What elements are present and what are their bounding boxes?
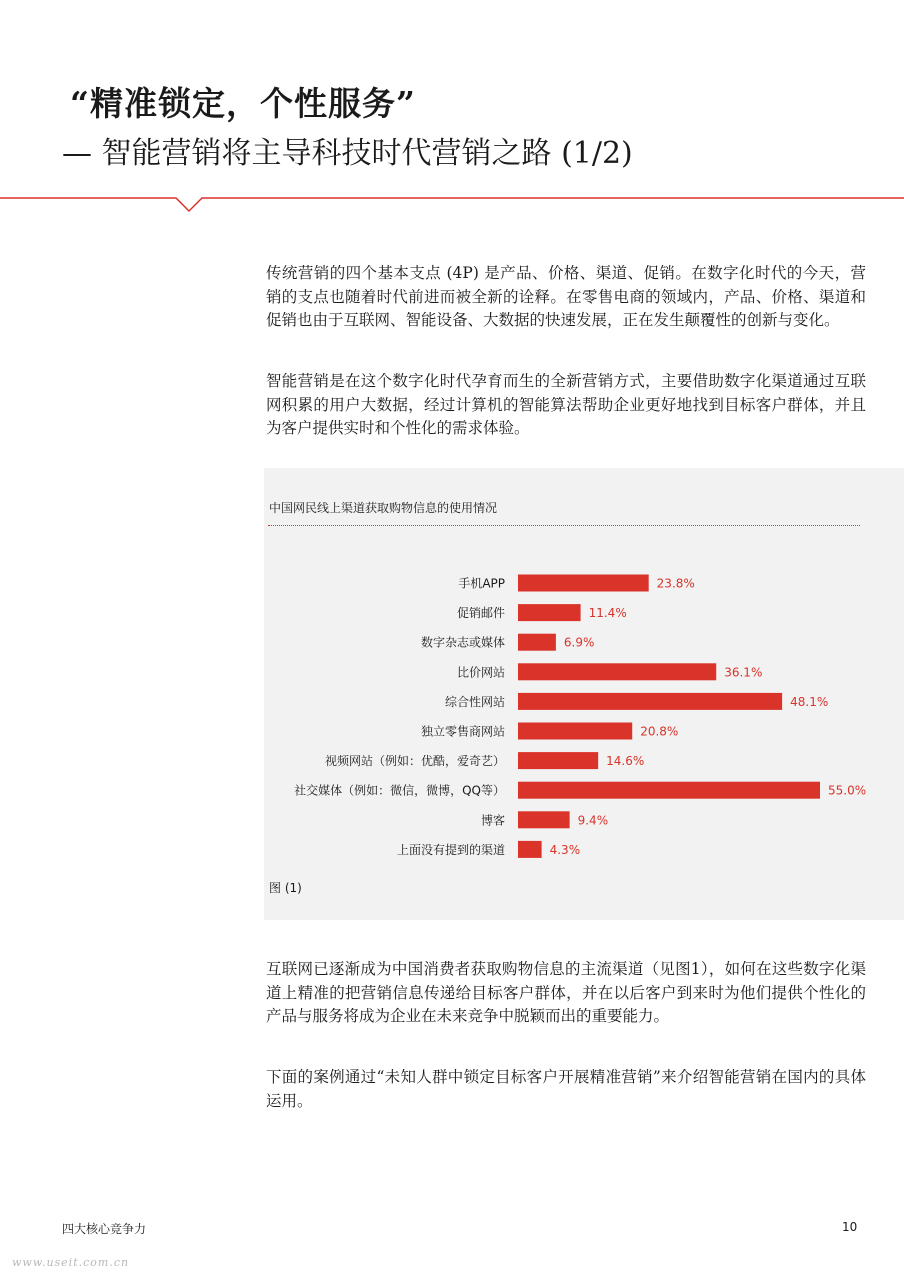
category-label: 博客 (480, 813, 505, 828)
category-label: 数字杂志或媒体 (420, 635, 505, 650)
value-label: 20.8% (640, 724, 679, 739)
page-title: “精准锁定，个性服务” (70, 84, 416, 123)
value-label: 48.1% (790, 694, 829, 709)
bar (518, 752, 598, 769)
bar (518, 663, 716, 680)
category-label: 视频网站（例如：优酷，爱奇艺） (324, 754, 505, 769)
chart-panel (264, 468, 904, 920)
bar (518, 634, 556, 651)
category-label: 手机APP (458, 576, 505, 591)
body-paragraph-4: 下面的案例通过“未知人群中锁定目标客户开展精准营销”来介绍智能营销在国内的具体运用。 (266, 1068, 866, 1110)
page-number: 10 (842, 1220, 858, 1234)
intro-paragraph-1: 传统营销的四个基本支点 (4P) 是产品、价格、渠道、促销。在数字化时代的今天，营销的支点也随着时代前进而被全新的诠释。在零售电商的领域内，产品、价格、渠道和促销也由于互联网、智能设备、大数据的快速发展，正在发生颠覆性的创新与变化。 (266, 264, 866, 329)
category-label: 上面没有提到的渠道 (396, 842, 505, 857)
value-label: 11.4% (588, 606, 627, 621)
value-label: 23.8% (656, 576, 695, 591)
category-label: 综合性网站 (444, 694, 505, 709)
category-label: 社交媒体（例如：微信，微博，QQ等） (294, 783, 505, 798)
bar (518, 693, 782, 710)
bar (518, 723, 632, 740)
category-label: 比价网站 (456, 665, 505, 680)
value-label: 4.3% (549, 842, 581, 857)
chart-title: 中国网民线上渠道获取购物信息的使用情况 (269, 501, 498, 515)
page-subtitle: — 智能营销将主导科技时代营销之路 (1/2) (62, 136, 633, 171)
header-divider (0, 190, 904, 220)
bar (518, 841, 542, 858)
bar (518, 782, 820, 799)
value-label: 55.0% (828, 783, 867, 798)
value-label: 6.9% (563, 635, 595, 650)
bar (518, 575, 649, 592)
value-label: 36.1% (724, 665, 763, 680)
value-label: 9.4% (577, 813, 609, 828)
body-paragraph-3: 互联网已逐渐成为中国消费者获取购物信息的主流渠道（见图1），如何在这些数字化渠道上精准的把营销信息传递给目标客户群体，并在以后客户到来时为他们提供个性化的产品与服务将成为企业在未来竞争中脱颖而出的重要能力。 (266, 960, 866, 1025)
category-label: 独立零售商网站 (420, 724, 505, 739)
watermark: www.useit.com.cn (12, 1256, 130, 1269)
bar (518, 604, 581, 621)
footer-section-title: 四大核心竞争力 (62, 1222, 147, 1236)
value-label: 14.6% (606, 754, 645, 769)
bar (518, 811, 570, 828)
figure-caption: 图 (1) (269, 881, 302, 895)
category-label: 促销邮件 (456, 606, 505, 621)
bar-chart (264, 468, 904, 920)
intro-paragraph-2: 智能营销是在这个数字化时代孕育而生的全新营销方式，主要借助数字化渠道通过互联网积累的用户大数据，经过计算机的智能算法帮助企业更好地找到目标客户群体，并且为客户提供实时和个性化的需求体验。 (266, 372, 866, 437)
